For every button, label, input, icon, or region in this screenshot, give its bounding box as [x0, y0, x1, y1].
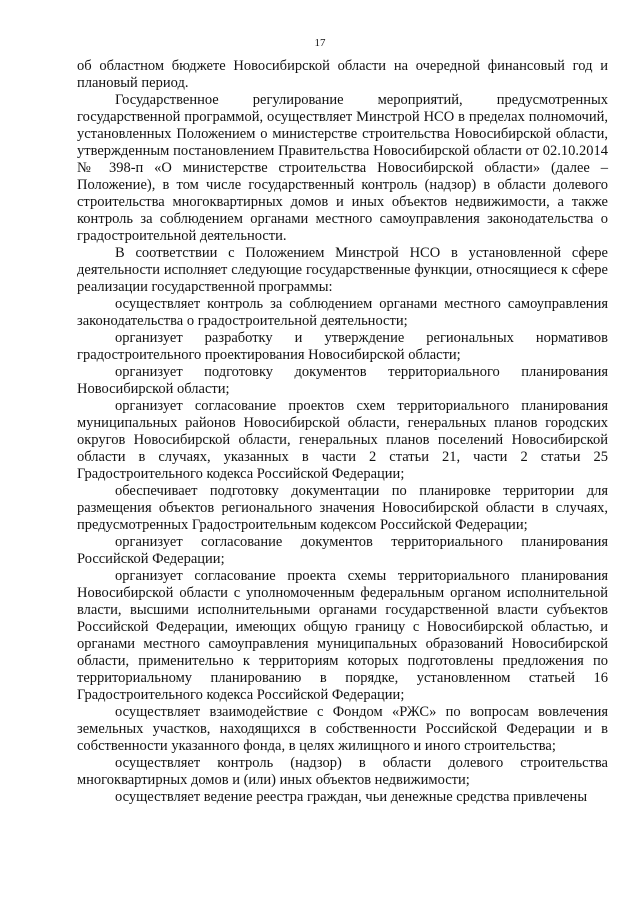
list-item: осуществляет контроль (надзор) в области долевого строительства многоквартирных домов и (или) иных объектов недвижимости;: [77, 755, 608, 788]
list-item: организует согласование документов территориального планирования Российской Федерации;: [77, 534, 608, 567]
paragraph-functions-intro: В соответствии с Положением Минстрой НСО в установленной сфере деятельности исполняет следующие государственные функции, относящиеся к сфере реализации государственной программы:: [77, 245, 608, 295]
list-item: осуществляет контроль за соблюдением органами местного самоуправления законодательства о градостроительной деятельности;: [77, 296, 608, 329]
list-item: организует подготовку документов территориального планирования Новосибирской области;: [77, 364, 608, 397]
list-item: обеспечивает подготовку документации по планировке территории для размещения объектов регионального значения Новосибирской области в случаях, предусмотренных Градостроительным кодексом Российской Федерации;: [77, 483, 608, 533]
list-item: организует разработку и утверждение региональных нормативов градостроительного проектирования Новосибирской области;: [77, 330, 608, 363]
paragraph-state-regulation: Государственное регулирование мероприятий, предусмотренных государственной программой, осуществляет Минстрой НСО в пределах полномочий, установленных Положением о министерстве строительства Новосибирской области, утвержденным постановлением Правительства Новосибирской области от 02.10.2014 № 398-п «О министерстве строительства Новосибирской области» (далее – Положение), в том числе государственный контроль (надзор) в области долевого строительства многоквартирных домов и иных объектов недвижимости, а также контроль за соблюдением органами местного самоуправления законодательства о градостроительной деятельности.: [77, 92, 608, 244]
list-item: организует согласование проекта схемы территориального планирования Новосибирской области с уполномоченным федеральным органом исполнительной власти, высшими исполнительными органами государственной власти субъектов Российской Федерации, имеющих общую границу с Новосибирской областью, и органами местного самоуправления муниципальных образований Новосибирской области, применительно к территориям которых подготовлены предложения по территориальному планированию в порядке, установленном статьей 16 Градостроительного кодекса Российской Федерации;: [77, 568, 608, 703]
list-item: осуществляет ведение реестра граждан, чьи денежные средства привлечены: [115, 789, 588, 805]
paragraph-continuation: об областном бюджете Новосибирской области на очередной финансовый год и плановый период.: [77, 58, 608, 91]
list-item: организует согласование проектов схем территориального планирования муниципальных районов Новосибирской области, генеральных планов городских округов Новосибирской области, генеральных планов поселений Новосибирской области в случаях, указанных в части 2 статьи 21, части 2 статьи 25 Градостроительного кодекса Российской Федерации;: [77, 398, 608, 482]
list-item: осуществляет взаимодействие с Фондом «РЖС» по вопросам вовлечения земельных участков, находящихся в собственности Российской Федерации и в собственности указанного фонда, в целях жилищного и иного строительства;: [77, 704, 608, 754]
document-body: [77, 58, 608, 806]
page-number: 17: [314, 37, 326, 49]
